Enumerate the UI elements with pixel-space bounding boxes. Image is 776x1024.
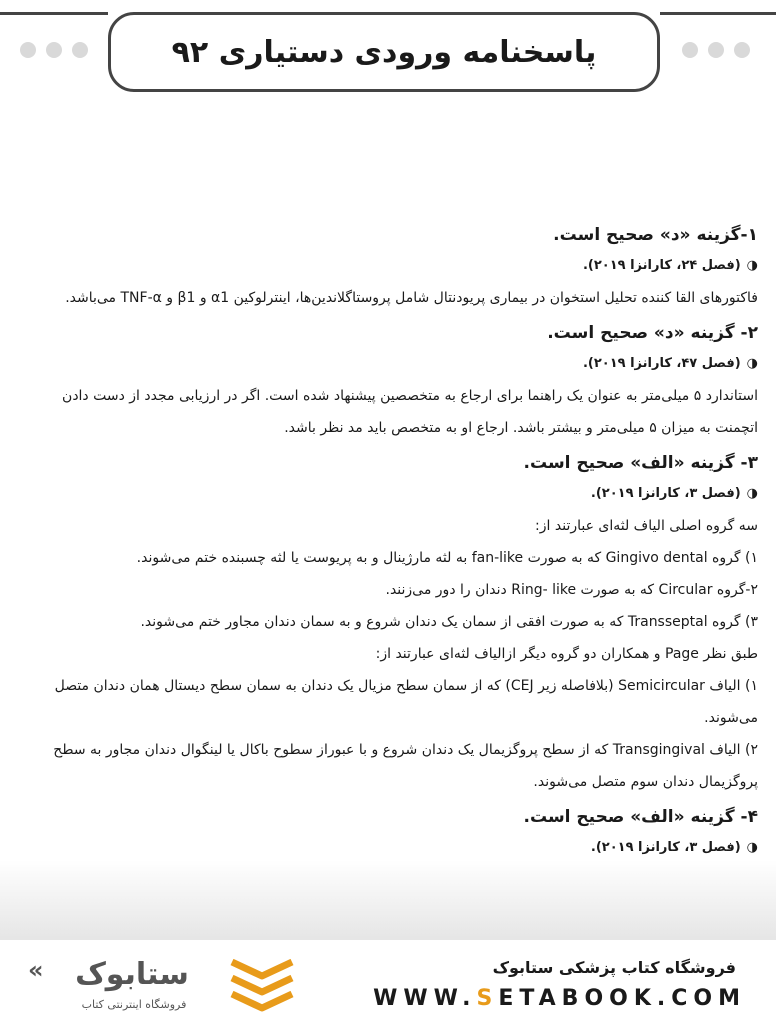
dot-icon: [46, 42, 62, 58]
answer-paragraph: ۱) الیاف Semicircular (بلافاصله زیر CEJ) که از سمان سطح مزیال یک دندان به سمان سطح دیستال همان دندان متصل می‌شوند.: [54, 678, 758, 726]
reference-text: (فصل ۳، کارانزا ۲۰۱۹).: [590, 486, 741, 501]
answer-reference: [18, 254, 758, 278]
dot-icon: [72, 42, 88, 58]
page-title-box: [108, 12, 660, 92]
site-rest: ETABOOK.COM: [498, 986, 746, 1011]
dot-icon: [682, 42, 698, 58]
answer-paragraph: ۱) گروه Gingivo dental که به صورت fan-like به لثه مارژینال و به پریوست یا لثه چسبنده ختم می‌شوند.: [136, 550, 758, 566]
header-dots-right: [682, 42, 750, 58]
answer-heading: ۲- گزینه «د» صحیح است.: [547, 323, 758, 343]
reference-text: (فصل ۳، کارانزا ۲۰۱۹).: [590, 840, 741, 855]
header-line-right: [660, 12, 776, 15]
logo-text: ستابوک: [75, 957, 189, 992]
answer-heading: ۳- گزینه «الف» صحیح است.: [523, 453, 758, 473]
site-highlight: S: [476, 986, 499, 1011]
answer-paragraph: سه گروه اصلی الیاف لثه‌ای عبارتند از:: [535, 518, 758, 534]
dot-icon: [734, 42, 750, 58]
site-prefix: WWW.: [373, 986, 477, 1011]
answer-1: [18, 222, 758, 314]
page-title: پاسخنامه ورودی دستیاری ۹۲: [171, 34, 597, 70]
svg-text:«: «: [28, 956, 44, 984]
answer-3: [18, 450, 758, 798]
answer-paragraph: ۲) الیاف Transgingival که از سطح پروگزیمال یک دندان شروع و با عبوراز سطوح باکال یا لینگوال دندان مجاور به سطح پروگزیمال دندان سوم متصل می‌شوند.: [53, 742, 758, 790]
header-dots-left: [20, 42, 88, 58]
answer-paragraph: ۳) گروه Transseptal که به صورت افقی از سمان یک دندان شروع و به سمان دندان مجاور ختم می‌شوند.: [140, 614, 758, 630]
dot-icon: [708, 42, 724, 58]
reference-icon: ◑: [746, 258, 758, 273]
answer-heading: ۴- گزینه «الف» صحیح است.: [523, 807, 758, 827]
reference-icon: ◑: [746, 356, 758, 371]
header-line-left: [0, 12, 108, 15]
answer-2: [18, 320, 758, 444]
answer-paragraph: استاندارد ۵ میلی‌متر به عنوان یک راهنما برای ارجاع به متخصصین پیشنهاد شده است. اگر در ارزیابی مجدد از دست دادن اتچمنت به میزان ۵ میلی‌متر و بیشتر باشد. ارجاع او به متخصص باید مد نظر باشد.: [62, 388, 758, 436]
store-name: فروشگاه کتاب پزشکی ستابوک: [492, 958, 736, 977]
setabook-logo: [22, 950, 212, 1016]
answer-paragraph: فاکتورهای القا کننده تحلیل استخوان در بیماری پریودنتال شامل پروستاگلاندین‌ها، اینترلوکین α1 و β1 و TNF-α می‌باشد.: [65, 290, 758, 306]
logo-tagline: فروشگاه اینترنتی کتاب: [81, 998, 187, 1011]
answer-4: [18, 804, 758, 860]
answer-reference: [18, 482, 758, 506]
reference-text: (فصل ۲۴، کارانزا ۲۰۱۹).: [582, 258, 741, 273]
reference-text: (فصل ۴۷، کارانزا ۲۰۱۹).: [582, 356, 741, 371]
answer-content: [18, 222, 758, 866]
website-url[interactable]: [373, 986, 746, 1011]
answer-heading: ۱-گزینه «د» صحیح است.: [553, 225, 758, 245]
answer-paragraph: طبق نظر Page و همکاران دو گروه دیگر ازالیاف لثه‌ای عبارتند از:: [375, 646, 758, 662]
bottom-fade: [0, 860, 776, 940]
reference-icon: ◑: [746, 486, 758, 501]
answer-paragraph: ۲-گروه Circular که به صورت Ring- like دندان را دور می‌زنند.: [385, 582, 758, 598]
answer-reference: [18, 836, 758, 860]
reference-icon: ◑: [746, 840, 758, 855]
dot-icon: [20, 42, 36, 58]
footer: [0, 942, 776, 1024]
book-stack-icon: [224, 952, 300, 1014]
answer-reference: [18, 352, 758, 376]
